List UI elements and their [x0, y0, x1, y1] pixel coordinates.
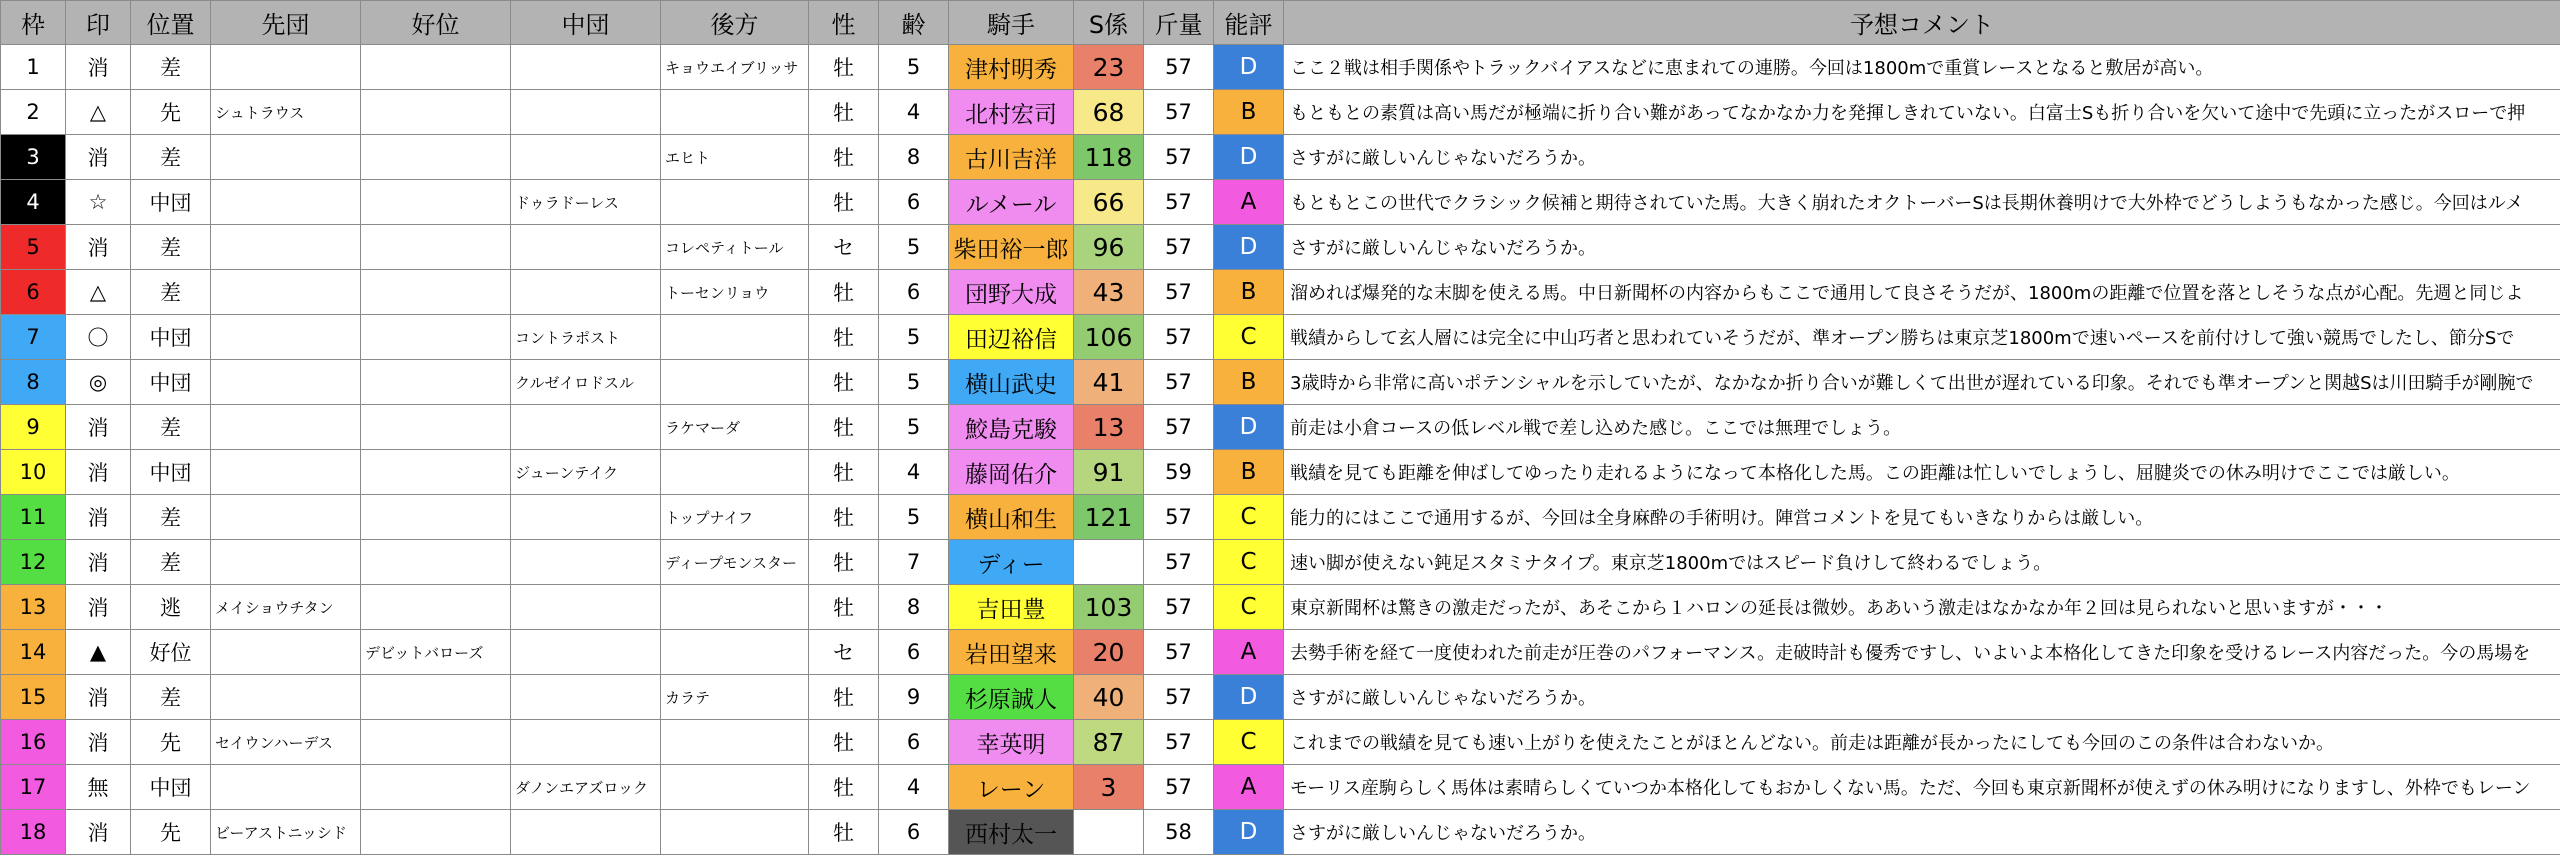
- jockey-cell: 藤岡佑介: [949, 450, 1074, 495]
- running-position-cell: 中団: [131, 360, 211, 405]
- middle-group-cell: ドゥラドーレス: [511, 180, 661, 225]
- sex-cell: 牡: [809, 810, 879, 855]
- frame-number-cell: 2: [1, 90, 66, 135]
- running-position-cell: 差: [131, 270, 211, 315]
- middle-group-cell: [511, 45, 661, 90]
- running-position-cell: 差: [131, 540, 211, 585]
- jockey-cell: 幸英明: [949, 720, 1074, 765]
- comment-cell: さすがに厳しいんじゃないだろうか。: [1284, 135, 2560, 180]
- sex-cell: 牡: [809, 585, 879, 630]
- front-group-cell: [361, 720, 511, 765]
- score-cell: 40: [1074, 675, 1144, 720]
- lead-group-cell: ビーアストニッシド: [211, 810, 361, 855]
- jockey-cell: ルメール: [949, 180, 1074, 225]
- weight-cell: 57: [1144, 225, 1214, 270]
- grade-cell: B: [1214, 270, 1284, 315]
- table-row: [1, 315, 2560, 360]
- sex-cell: 牡: [809, 540, 879, 585]
- jockey-cell: 吉田豊: [949, 585, 1074, 630]
- sex-cell: 牡: [809, 45, 879, 90]
- comment-cell: 前走は小倉コースの低レベル戦で差し込めた感じ。ここでは無理でしょう。: [1284, 405, 2560, 450]
- front-group-cell: [361, 495, 511, 540]
- score-cell: 20: [1074, 630, 1144, 675]
- comment-cell: 3歳時から非常に高いポテンシャルを示していたが、なかなか折り合いが難しくて出世が遅れている印象。それでも準オープンと関越Sは川田騎手が剛腕で: [1284, 360, 2560, 405]
- age-cell: 5: [879, 225, 949, 270]
- comment-cell: さすがに厳しいんじゃないだろうか。: [1284, 675, 2560, 720]
- grade-cell: D: [1214, 810, 1284, 855]
- table-row: [1, 405, 2560, 450]
- front-group-cell: [361, 810, 511, 855]
- rear-group-cell: [661, 450, 809, 495]
- prediction-mark-cell: 消: [66, 495, 131, 540]
- rear-group-cell: [661, 180, 809, 225]
- grade-cell: C: [1214, 540, 1284, 585]
- rear-group-cell: ラケマーダ: [661, 405, 809, 450]
- sex-cell: 牡: [809, 405, 879, 450]
- middle-group-cell: ジューンテイク: [511, 450, 661, 495]
- header-position: 位置: [131, 1, 211, 45]
- running-position-cell: 中団: [131, 450, 211, 495]
- jockey-cell: 団野大成: [949, 270, 1074, 315]
- weight-cell: 57: [1144, 720, 1214, 765]
- running-position-cell: 中団: [131, 180, 211, 225]
- grade-cell: B: [1214, 360, 1284, 405]
- prediction-mark-cell: △: [66, 270, 131, 315]
- running-position-cell: 中団: [131, 765, 211, 810]
- sex-cell: 牡: [809, 675, 879, 720]
- rear-group-cell: トーセンリョウ: [661, 270, 809, 315]
- score-cell: 118: [1074, 135, 1144, 180]
- prediction-mark-cell: 〇: [66, 315, 131, 360]
- table-row: [1, 360, 2560, 405]
- lead-group-cell: セイウンハーデス: [211, 720, 361, 765]
- rear-group-cell: コレペティトール: [661, 225, 809, 270]
- comment-cell: もともとこの世代でクラシック候補と期待されていた馬。大きく崩れたオクトーバーSは長期休養明けで大外枠でどうしようもなかった感じ。今回はルメ: [1284, 180, 2560, 225]
- comment-cell: さすがに厳しいんじゃないだろうか。: [1284, 225, 2560, 270]
- prediction-mark-cell: 消: [66, 810, 131, 855]
- age-cell: 6: [879, 630, 949, 675]
- lead-group-cell: メイショウチタン: [211, 585, 361, 630]
- lead-group-cell: [211, 225, 361, 270]
- table-row: [1, 720, 2560, 765]
- middle-group-cell: [511, 810, 661, 855]
- sex-cell: セ: [809, 225, 879, 270]
- age-cell: 5: [879, 45, 949, 90]
- header-lead: 先団: [211, 1, 361, 45]
- jockey-cell: 津村明秀: [949, 45, 1074, 90]
- lead-group-cell: [211, 675, 361, 720]
- rear-group-cell: [661, 630, 809, 675]
- score-cell: [1074, 810, 1144, 855]
- age-cell: 6: [879, 810, 949, 855]
- age-cell: 4: [879, 90, 949, 135]
- weight-cell: 58: [1144, 810, 1214, 855]
- score-cell: 66: [1074, 180, 1144, 225]
- sex-cell: 牡: [809, 180, 879, 225]
- comment-cell: 東京新聞杯は驚きの激走だったが、あそこから１ハロンの延長は微妙。ああいう激走はなかなか年２回は見られないと思いますが・・・: [1284, 585, 2560, 630]
- prediction-mark-cell: 消: [66, 675, 131, 720]
- frame-number-cell: 17: [1, 765, 66, 810]
- front-group-cell: [361, 405, 511, 450]
- middle-group-cell: [511, 495, 661, 540]
- front-group-cell: [361, 675, 511, 720]
- age-cell: 5: [879, 495, 949, 540]
- running-position-cell: 差: [131, 405, 211, 450]
- comment-cell: 溜めれば爆発的な末脚を使える馬。中日新聞杯の内容からもここで通用して良さそうだが、1800mの距離で位置を落としそうな点が心配。先週と同じよ: [1284, 270, 2560, 315]
- lead-group-cell: [211, 765, 361, 810]
- prediction-mark-cell: ▲: [66, 630, 131, 675]
- lead-group-cell: [211, 405, 361, 450]
- front-group-cell: [361, 225, 511, 270]
- running-position-cell: 差: [131, 45, 211, 90]
- table-row: [1, 90, 2560, 135]
- rear-group-cell: [661, 765, 809, 810]
- weight-cell: 57: [1144, 675, 1214, 720]
- frame-number-cell: 12: [1, 540, 66, 585]
- prediction-mark-cell: ◎: [66, 360, 131, 405]
- prediction-mark-cell: 消: [66, 720, 131, 765]
- front-group-cell: [361, 135, 511, 180]
- running-position-cell: 差: [131, 135, 211, 180]
- middle-group-cell: [511, 405, 661, 450]
- frame-number-cell: 6: [1, 270, 66, 315]
- running-position-cell: 先: [131, 810, 211, 855]
- prediction-mark-cell: △: [66, 90, 131, 135]
- prediction-mark-cell: 消: [66, 135, 131, 180]
- age-cell: 5: [879, 360, 949, 405]
- front-group-cell: [361, 360, 511, 405]
- front-group-cell: [361, 765, 511, 810]
- middle-group-cell: [511, 540, 661, 585]
- comment-cell: 戦績を見ても距離を伸ばしてゆったり走れるようになって本格化した馬。この距離は忙しいでしょうし、屈腱炎での休み明けでここでは厳しい。: [1284, 450, 2560, 495]
- table-row: [1, 630, 2560, 675]
- header-weight: 斤量: [1144, 1, 1214, 45]
- front-group-cell: [361, 540, 511, 585]
- running-position-cell: 差: [131, 225, 211, 270]
- running-position-cell: 先: [131, 720, 211, 765]
- frame-number-cell: 1: [1, 45, 66, 90]
- front-group-cell: [361, 270, 511, 315]
- jockey-cell: 横山武史: [949, 360, 1074, 405]
- table-row: [1, 810, 2560, 855]
- jockey-cell: 岩田望来: [949, 630, 1074, 675]
- weight-cell: 57: [1144, 360, 1214, 405]
- lead-group-cell: [211, 315, 361, 360]
- grade-cell: D: [1214, 405, 1284, 450]
- comment-cell: 能力的にはここで通用するが、今回は全身麻酔の手術明け。陣営コメントを見てもいきなりからは厳しい。: [1284, 495, 2560, 540]
- header-age: 齢: [879, 1, 949, 45]
- sex-cell: 牡: [809, 495, 879, 540]
- rear-group-cell: ディープモンスター: [661, 540, 809, 585]
- lead-group-cell: シュトラウス: [211, 90, 361, 135]
- header-grade: 能評: [1214, 1, 1284, 45]
- header-middle: 中団: [511, 1, 661, 45]
- rear-group-cell: エヒト: [661, 135, 809, 180]
- running-position-cell: 差: [131, 495, 211, 540]
- header-mark: 印: [66, 1, 131, 45]
- prediction-mark-cell: 消: [66, 405, 131, 450]
- middle-group-cell: [511, 135, 661, 180]
- comment-cell: 戦績からして玄人層には完全に中山巧者と思われていそうだが、準オープン勝ちは東京芝1800mで速いペースを前付けして強い競馬でしたし、節分Sで: [1284, 315, 2560, 360]
- table-row: [1, 585, 2560, 630]
- age-cell: 7: [879, 540, 949, 585]
- grade-cell: D: [1214, 45, 1284, 90]
- score-cell: 23: [1074, 45, 1144, 90]
- middle-group-cell: [511, 270, 661, 315]
- weight-cell: 57: [1144, 630, 1214, 675]
- sex-cell: 牡: [809, 360, 879, 405]
- prediction-mark-cell: 消: [66, 585, 131, 630]
- score-cell: 68: [1074, 90, 1144, 135]
- age-cell: 6: [879, 270, 949, 315]
- score-cell: [1074, 540, 1144, 585]
- table-row: [1, 225, 2560, 270]
- middle-group-cell: クルゼイロドスル: [511, 360, 661, 405]
- lead-group-cell: [211, 45, 361, 90]
- middle-group-cell: [511, 720, 661, 765]
- age-cell: 4: [879, 450, 949, 495]
- front-group-cell: [361, 45, 511, 90]
- rear-group-cell: [661, 90, 809, 135]
- middle-group-cell: [511, 630, 661, 675]
- comment-cell: モーリス産駒らしく馬体は素晴らしくていつか本格化してもおかしくない馬。ただ、今回も東京新聞杯が使えずの休み明けになりますし、外枠でもレーン: [1284, 765, 2560, 810]
- running-position-cell: 差: [131, 675, 211, 720]
- running-position-cell: 中団: [131, 315, 211, 360]
- lead-group-cell: [211, 180, 361, 225]
- age-cell: 5: [879, 405, 949, 450]
- grade-cell: D: [1214, 675, 1284, 720]
- score-cell: 103: [1074, 585, 1144, 630]
- jockey-cell: 古川吉洋: [949, 135, 1074, 180]
- age-cell: 4: [879, 765, 949, 810]
- front-group-cell: [361, 90, 511, 135]
- table-row: [1, 765, 2560, 810]
- frame-number-cell: 11: [1, 495, 66, 540]
- table-row: [1, 675, 2560, 720]
- header-front: 好位: [361, 1, 511, 45]
- table-row: [1, 540, 2560, 585]
- middle-group-cell: ダノンエアズロック: [511, 765, 661, 810]
- age-cell: 8: [879, 585, 949, 630]
- header-rear: 後方: [661, 1, 809, 45]
- frame-number-cell: 14: [1, 630, 66, 675]
- lead-group-cell: [211, 270, 361, 315]
- score-cell: 13: [1074, 405, 1144, 450]
- score-cell: 41: [1074, 360, 1144, 405]
- jockey-cell: 西村太一: [949, 810, 1074, 855]
- table-row: [1, 180, 2560, 225]
- header-score: S係: [1074, 1, 1144, 45]
- weight-cell: 57: [1144, 90, 1214, 135]
- header-comment: 予想コメント: [1284, 1, 2560, 45]
- middle-group-cell: [511, 585, 661, 630]
- score-cell: 96: [1074, 225, 1144, 270]
- rear-group-cell: キョウエイブリッサ: [661, 45, 809, 90]
- rear-group-cell: [661, 720, 809, 765]
- front-group-cell: デビットバローズ: [361, 630, 511, 675]
- header-frame: 枠: [1, 1, 66, 45]
- grade-cell: C: [1214, 315, 1284, 360]
- frame-number-cell: 16: [1, 720, 66, 765]
- header-jockey: 騎手: [949, 1, 1074, 45]
- rear-group-cell: トップナイフ: [661, 495, 809, 540]
- grade-cell: A: [1214, 765, 1284, 810]
- score-cell: 121: [1074, 495, 1144, 540]
- age-cell: 5: [879, 315, 949, 360]
- weight-cell: 57: [1144, 45, 1214, 90]
- score-cell: 3: [1074, 765, 1144, 810]
- table-row: [1, 270, 2560, 315]
- front-group-cell: [361, 315, 511, 360]
- weight-cell: 57: [1144, 585, 1214, 630]
- rear-group-cell: [661, 585, 809, 630]
- jockey-cell: 鮫島克駿: [949, 405, 1074, 450]
- weight-cell: 57: [1144, 540, 1214, 585]
- running-position-cell: 好位: [131, 630, 211, 675]
- sex-cell: 牡: [809, 765, 879, 810]
- score-cell: 43: [1074, 270, 1144, 315]
- lead-group-cell: [211, 360, 361, 405]
- header-row: [1, 1, 2560, 45]
- middle-group-cell: [511, 225, 661, 270]
- weight-cell: 57: [1144, 180, 1214, 225]
- sex-cell: 牡: [809, 315, 879, 360]
- sex-cell: 牡: [809, 720, 879, 765]
- rear-group-cell: [661, 315, 809, 360]
- table-row: [1, 450, 2560, 495]
- grade-cell: D: [1214, 225, 1284, 270]
- weight-cell: 59: [1144, 450, 1214, 495]
- weight-cell: 57: [1144, 495, 1214, 540]
- frame-number-cell: 15: [1, 675, 66, 720]
- lead-group-cell: [211, 135, 361, 180]
- prediction-mark-cell: 消: [66, 225, 131, 270]
- jockey-cell: ディー: [949, 540, 1074, 585]
- lead-group-cell: [211, 450, 361, 495]
- jockey-cell: レーン: [949, 765, 1074, 810]
- weight-cell: 57: [1144, 405, 1214, 450]
- jockey-cell: 柴田裕一郎: [949, 225, 1074, 270]
- frame-number-cell: 10: [1, 450, 66, 495]
- running-position-cell: 先: [131, 90, 211, 135]
- comment-cell: 速い脚が使えない鈍足スタミナタイプ。東京芝1800mではスピード負けして終わるでしょう。: [1284, 540, 2560, 585]
- jockey-cell: 北村宏司: [949, 90, 1074, 135]
- sex-cell: 牡: [809, 135, 879, 180]
- weight-cell: 57: [1144, 135, 1214, 180]
- grade-cell: C: [1214, 495, 1284, 540]
- frame-number-cell: 5: [1, 225, 66, 270]
- age-cell: 6: [879, 180, 949, 225]
- score-cell: 87: [1074, 720, 1144, 765]
- grade-cell: D: [1214, 135, 1284, 180]
- grade-cell: B: [1214, 90, 1284, 135]
- frame-number-cell: 13: [1, 585, 66, 630]
- running-position-cell: 逃: [131, 585, 211, 630]
- comment-cell: これまでの戦績を見ても速い上がりを使えたことがほとんどない。前走は距離が長かったにしても今回のこの条件は合わないか。: [1284, 720, 2560, 765]
- lead-group-cell: [211, 540, 361, 585]
- front-group-cell: [361, 450, 511, 495]
- jockey-cell: 杉原誠人: [949, 675, 1074, 720]
- rear-group-cell: カラテ: [661, 675, 809, 720]
- rear-group-cell: [661, 360, 809, 405]
- grade-cell: C: [1214, 585, 1284, 630]
- sex-cell: 牡: [809, 270, 879, 315]
- comment-cell: 去勢手術を経て一度使われた前走が圧巻のパフォーマンス。走破時計も優秀ですし、いよいよ本格化してきた印象を受けるレース内容だった。今の馬場を: [1284, 630, 2560, 675]
- lead-group-cell: [211, 630, 361, 675]
- score-cell: 106: [1074, 315, 1144, 360]
- frame-number-cell: 8: [1, 360, 66, 405]
- front-group-cell: [361, 585, 511, 630]
- rear-group-cell: [661, 810, 809, 855]
- prediction-mark-cell: ☆: [66, 180, 131, 225]
- jockey-cell: 田辺裕信: [949, 315, 1074, 360]
- middle-group-cell: [511, 675, 661, 720]
- comment-cell: さすがに厳しいんじゃないだろうか。: [1284, 810, 2560, 855]
- jockey-cell: 横山和生: [949, 495, 1074, 540]
- front-group-cell: [361, 180, 511, 225]
- age-cell: 9: [879, 675, 949, 720]
- frame-number-cell: 3: [1, 135, 66, 180]
- table-row: [1, 495, 2560, 540]
- weight-cell: 57: [1144, 315, 1214, 360]
- lead-group-cell: [211, 495, 361, 540]
- middle-group-cell: [511, 90, 661, 135]
- grade-cell: A: [1214, 180, 1284, 225]
- weight-cell: 57: [1144, 270, 1214, 315]
- frame-number-cell: 9: [1, 405, 66, 450]
- frame-number-cell: 18: [1, 810, 66, 855]
- weight-cell: 57: [1144, 765, 1214, 810]
- comment-cell: ここ２戦は相手関係やトラックバイアスなどに恵まれての連勝。今回は1800mで重賞レースとなると敷居が高い。: [1284, 45, 2560, 90]
- age-cell: 6: [879, 720, 949, 765]
- sex-cell: セ: [809, 630, 879, 675]
- sex-cell: 牡: [809, 90, 879, 135]
- prediction-mark-cell: 消: [66, 450, 131, 495]
- grade-cell: C: [1214, 720, 1284, 765]
- table-row: [1, 45, 2560, 90]
- sex-cell: 牡: [809, 450, 879, 495]
- prediction-mark-cell: 消: [66, 540, 131, 585]
- prediction-mark-cell: 無: [66, 765, 131, 810]
- frame-number-cell: 4: [1, 180, 66, 225]
- header-sex: 性: [809, 1, 879, 45]
- age-cell: 8: [879, 135, 949, 180]
- prediction-mark-cell: 消: [66, 45, 131, 90]
- comment-cell: もともとの素質は高い馬だが極端に折り合い難があってなかなか力を発揮しきれていない。白富士Sも折り合いを欠いて途中で先頭に立ったがスローで押: [1284, 90, 2560, 135]
- frame-number-cell: 7: [1, 315, 66, 360]
- score-cell: 91: [1074, 450, 1144, 495]
- grade-cell: A: [1214, 630, 1284, 675]
- table-row: [1, 135, 2560, 180]
- grade-cell: B: [1214, 450, 1284, 495]
- middle-group-cell: コントラポスト: [511, 315, 661, 360]
